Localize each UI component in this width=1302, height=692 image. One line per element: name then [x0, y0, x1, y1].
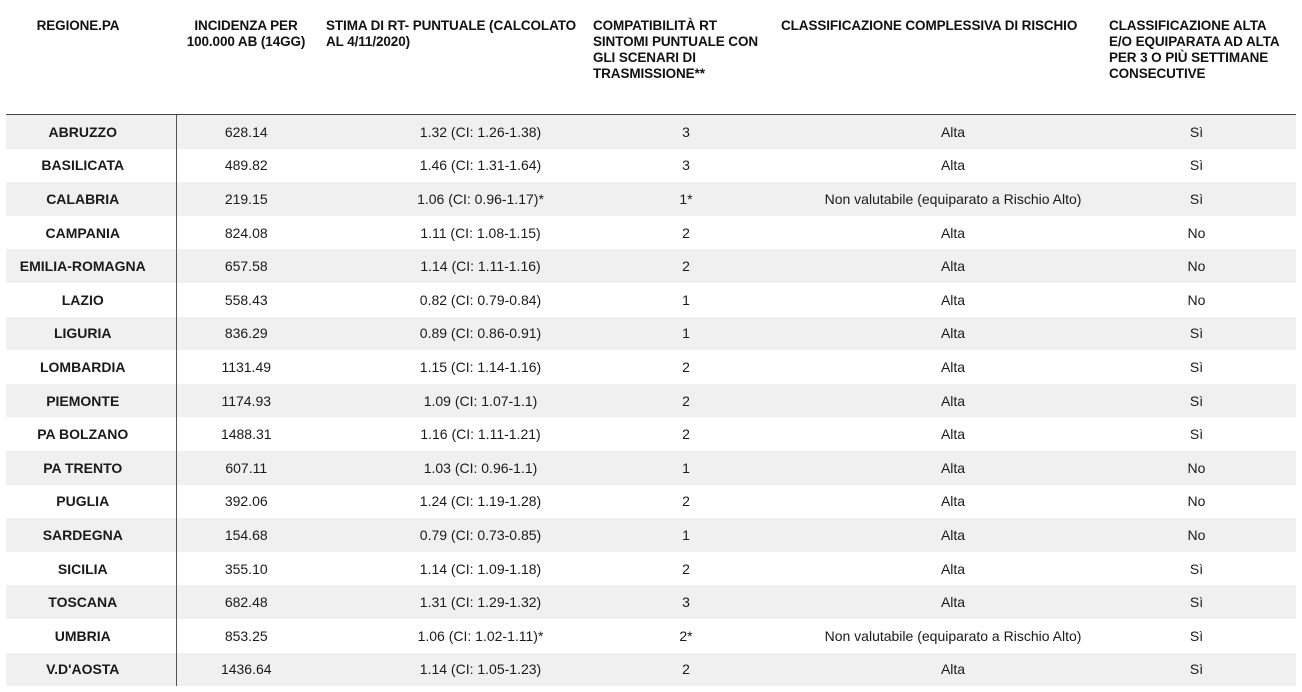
cell-classificazione: Alta — [777, 552, 1103, 586]
cell-incidenza: 219.15 — [176, 182, 316, 216]
cell-compatibilita: 3 — [589, 149, 777, 183]
cell-classificazione: Alta — [777, 115, 1103, 149]
cell-classificazione: Alta — [777, 149, 1103, 183]
cell-rt: 1.14 (CI: 1.05-1.23) — [316, 653, 589, 687]
cell-compatibilita: 2 — [589, 653, 777, 687]
cell-regione: TOSCANA — [6, 585, 176, 619]
cell-regione: LOMBARDIA — [6, 350, 176, 384]
cell-compatibilita: 2 — [589, 249, 777, 283]
table-row — [6, 417, 1296, 451]
cell-rt: 1.06 (CI: 1.02-1.11)* — [316, 619, 589, 653]
table-row — [6, 451, 1296, 485]
cell-rt: 1.03 (CI: 0.96-1.1) — [316, 451, 589, 485]
cell-classificazione: Alta — [777, 485, 1103, 519]
cell-incidenza: 853.25 — [176, 619, 316, 653]
table-row — [6, 619, 1296, 653]
cell-regione: SICILIA — [6, 552, 176, 586]
cell-classificazione: Alta — [777, 350, 1103, 384]
cell-compatibilita: 1 — [589, 518, 777, 552]
cell-regione: PA BOLZANO — [6, 417, 176, 451]
cell-incidenza: 489.82 — [176, 149, 316, 183]
cell-rt: 0.89 (CI: 0.86-0.91) — [316, 317, 589, 351]
cell-compatibilita: 2 — [589, 350, 777, 384]
cell-rt: 1.06 (CI: 0.96-1.17)* — [316, 182, 589, 216]
cell-classificazione: Alta — [777, 249, 1103, 283]
cell-incidenza: 154.68 — [176, 518, 316, 552]
cell-regione: EMILIA-ROMAGNA — [6, 249, 176, 283]
cell-incidenza: 657.58 — [176, 249, 316, 283]
cell-alta-consecutive: Sì — [1103, 619, 1296, 653]
table-row — [6, 182, 1296, 216]
cell-compatibilita: 1 — [589, 317, 777, 351]
cell-rt: 1.09 (CI: 1.07-1.1) — [316, 384, 589, 418]
header-row — [6, 18, 1296, 115]
cell-alta-consecutive: No — [1103, 485, 1296, 519]
table-body — [6, 115, 1296, 687]
cell-classificazione: Alta — [777, 216, 1103, 250]
cell-alta-consecutive: No — [1103, 451, 1296, 485]
cell-alta-consecutive: Sì — [1103, 115, 1296, 149]
table-row — [6, 518, 1296, 552]
cell-classificazione: Alta — [777, 653, 1103, 687]
cell-rt: 1.14 (CI: 1.09-1.18) — [316, 552, 589, 586]
cell-regione: SARDEGNA — [6, 518, 176, 552]
cell-regione: LIGURIA — [6, 317, 176, 351]
cell-regione: UMBRIA — [6, 619, 176, 653]
table-header — [6, 18, 1296, 115]
cell-compatibilita: 3 — [589, 585, 777, 619]
cell-alta-consecutive: No — [1103, 518, 1296, 552]
cell-regione: V.D'AOSTA — [6, 653, 176, 687]
cell-incidenza: 1436.64 — [176, 653, 316, 687]
cell-rt: 1.24 (CI: 1.19-1.28) — [316, 485, 589, 519]
cell-rt: 1.15 (CI: 1.14-1.16) — [316, 350, 589, 384]
cell-alta-consecutive: Sì — [1103, 653, 1296, 687]
cell-incidenza: 824.08 — [176, 216, 316, 250]
cell-incidenza: 1174.93 — [176, 384, 316, 418]
cell-alta-consecutive: Sì — [1103, 384, 1296, 418]
cell-incidenza: 355.10 — [176, 552, 316, 586]
cell-alta-consecutive: Sì — [1103, 417, 1296, 451]
cell-compatibilita: 1 — [589, 451, 777, 485]
risk-classification-table — [6, 18, 1296, 686]
cell-compatibilita: 2* — [589, 619, 777, 653]
cell-compatibilita: 2 — [589, 384, 777, 418]
cell-regione: BASILICATA — [6, 149, 176, 183]
table-row — [6, 585, 1296, 619]
cell-regione: PA TRENTO — [6, 451, 176, 485]
header-rt: STIMA DI RT- PUNTUALE (CALCOLATO AL 4/11/2020) — [316, 18, 589, 115]
header-alta-consecutive: CLASSIFICAZIONE ALTA E/O EQUIPARATA AD ALTA PER 3 O PIÙ SETTIMANE CONSECUTIVE — [1103, 18, 1296, 115]
cell-classificazione: Non valutabile (equiparato a Rischio Alto) — [777, 182, 1103, 216]
cell-incidenza: 1488.31 — [176, 417, 316, 451]
cell-compatibilita: 2 — [589, 485, 777, 519]
cell-regione: CALABRIA — [6, 182, 176, 216]
cell-rt: 1.46 (CI: 1.31-1.64) — [316, 149, 589, 183]
cell-compatibilita: 2 — [589, 417, 777, 451]
cell-regione: LAZIO — [6, 283, 176, 317]
cell-classificazione: Alta — [777, 451, 1103, 485]
cell-classificazione: Alta — [777, 417, 1103, 451]
cell-compatibilita: 2 — [589, 552, 777, 586]
cell-incidenza: 628.14 — [176, 115, 316, 149]
table-row — [6, 384, 1296, 418]
cell-alta-consecutive: Sì — [1103, 149, 1296, 183]
cell-incidenza: 1131.49 — [176, 350, 316, 384]
table-row — [6, 552, 1296, 586]
header-compatibilita: COMPATIBILITÀ RT SINTOMI PUNTUALE CON GLI SCENARI DI TRASMISSIONE** — [589, 18, 777, 115]
cell-alta-consecutive: Sì — [1103, 552, 1296, 586]
cell-compatibilita: 3 — [589, 115, 777, 149]
cell-rt: 1.11 (CI: 1.08-1.15) — [316, 216, 589, 250]
cell-incidenza: 607.11 — [176, 451, 316, 485]
header-incidenza: INCIDENZA PER 100.000 AB (14GG) — [176, 18, 316, 115]
cell-incidenza: 558.43 — [176, 283, 316, 317]
cell-regione: PIEMONTE — [6, 384, 176, 418]
cell-compatibilita: 1* — [589, 182, 777, 216]
cell-alta-consecutive: Sì — [1103, 182, 1296, 216]
cell-alta-consecutive: Sì — [1103, 317, 1296, 351]
cell-classificazione: Alta — [777, 384, 1103, 418]
table-row — [6, 216, 1296, 250]
table-row — [6, 485, 1296, 519]
cell-rt: 1.32 (CI: 1.26-1.38) — [316, 115, 589, 149]
cell-rt: 0.82 (CI: 0.79-0.84) — [316, 283, 589, 317]
cell-alta-consecutive: No — [1103, 249, 1296, 283]
cell-alta-consecutive: Sì — [1103, 350, 1296, 384]
table-row — [6, 115, 1296, 149]
cell-classificazione: Alta — [777, 585, 1103, 619]
table-row — [6, 653, 1296, 687]
table-row — [6, 149, 1296, 183]
cell-alta-consecutive: No — [1103, 216, 1296, 250]
cell-incidenza: 682.48 — [176, 585, 316, 619]
cell-classificazione: Alta — [777, 283, 1103, 317]
cell-classificazione: Alta — [777, 317, 1103, 351]
table-row — [6, 283, 1296, 317]
cell-regione: CAMPANIA — [6, 216, 176, 250]
header-regione: REGIONE.PA — [6, 18, 176, 115]
cell-incidenza: 392.06 — [176, 485, 316, 519]
cell-rt: 1.31 (CI: 1.29-1.32) — [316, 585, 589, 619]
cell-incidenza: 836.29 — [176, 317, 316, 351]
header-classificazione: CLASSIFICAZIONE COMPLESSIVA DI RISCHIO — [777, 18, 1103, 115]
cell-alta-consecutive: No — [1103, 283, 1296, 317]
table-row — [6, 249, 1296, 283]
cell-regione: ABRUZZO — [6, 115, 176, 149]
cell-compatibilita: 2 — [589, 216, 777, 250]
table-row — [6, 350, 1296, 384]
cell-classificazione: Alta — [777, 518, 1103, 552]
cell-alta-consecutive: Sì — [1103, 585, 1296, 619]
table-row — [6, 317, 1296, 351]
cell-regione: PUGLIA — [6, 485, 176, 519]
cell-rt: 0.79 (CI: 0.73-0.85) — [316, 518, 589, 552]
cell-rt: 1.14 (CI: 1.11-1.16) — [316, 249, 589, 283]
cell-compatibilita: 1 — [589, 283, 777, 317]
cell-classificazione: Non valutabile (equiparato a Rischio Alto) — [777, 619, 1103, 653]
cell-rt: 1.16 (CI: 1.11-1.21) — [316, 417, 589, 451]
